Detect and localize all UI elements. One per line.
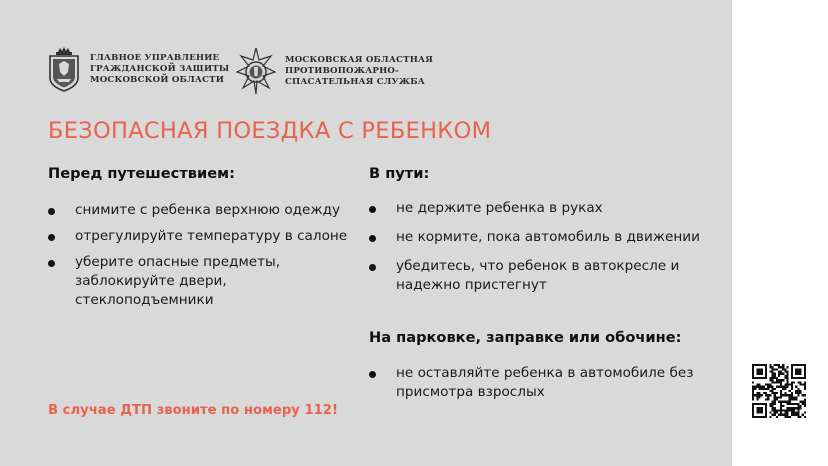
list-item: не держите ребенка в руках: [369, 199, 714, 218]
org-fire-rescue: [235, 46, 433, 96]
list-before-trip: [48, 201, 348, 317]
qr-code-icon[interactable]: [752, 364, 806, 418]
list-item: убедитесь, что ребенок в автокресле и надежно пристегнут: [369, 257, 714, 295]
list-item: отрегулируйте температуру в салоне: [48, 227, 348, 246]
list-on-road: [369, 199, 714, 305]
emergency-note: В случае ДТП звоните по номеру 112!: [48, 403, 338, 418]
page-title: БЕЗОПАСНАЯ ПОЕЗДКА С РЕБЕНКОМ: [48, 118, 492, 144]
org-civil-defense: [46, 46, 229, 92]
list-item: не оставляйте ребенка в автомобиле без присмотра взрослых: [369, 364, 714, 402]
list-parking: [369, 364, 714, 402]
moscow-region-coat-of-arms-icon: [46, 46, 82, 92]
section-heading-on-road: В пути:: [369, 165, 430, 182]
section-heading-parking: На парковке, заправке или обочине:: [369, 329, 682, 346]
fire-rescue-emblem-icon: [235, 46, 277, 96]
org-name: ГЛАВНОЕ УПРАВЛЕНИЕ ГРАЖДАНСКОЙ ЗАЩИТЫ МОСКОВСКОЙ ОБЛАСТИ: [90, 52, 230, 85]
list-item: не кормите, пока автомобиль в движении: [369, 228, 714, 247]
section-heading-before-trip: Перед путешествием:: [48, 165, 235, 182]
org-name: МОСКОВСКАЯ ОБЛАСТНАЯ ПРОТИВОПОЖАРНО- СПАСАТЕЛЬНАЯ СЛУЖБА: [285, 54, 433, 87]
list-item: снимите с ребенка верхнюю одежду: [48, 201, 348, 220]
list-item: уберите опасные предметы, заблокируйте двери, стеклоподъемники: [48, 253, 348, 310]
